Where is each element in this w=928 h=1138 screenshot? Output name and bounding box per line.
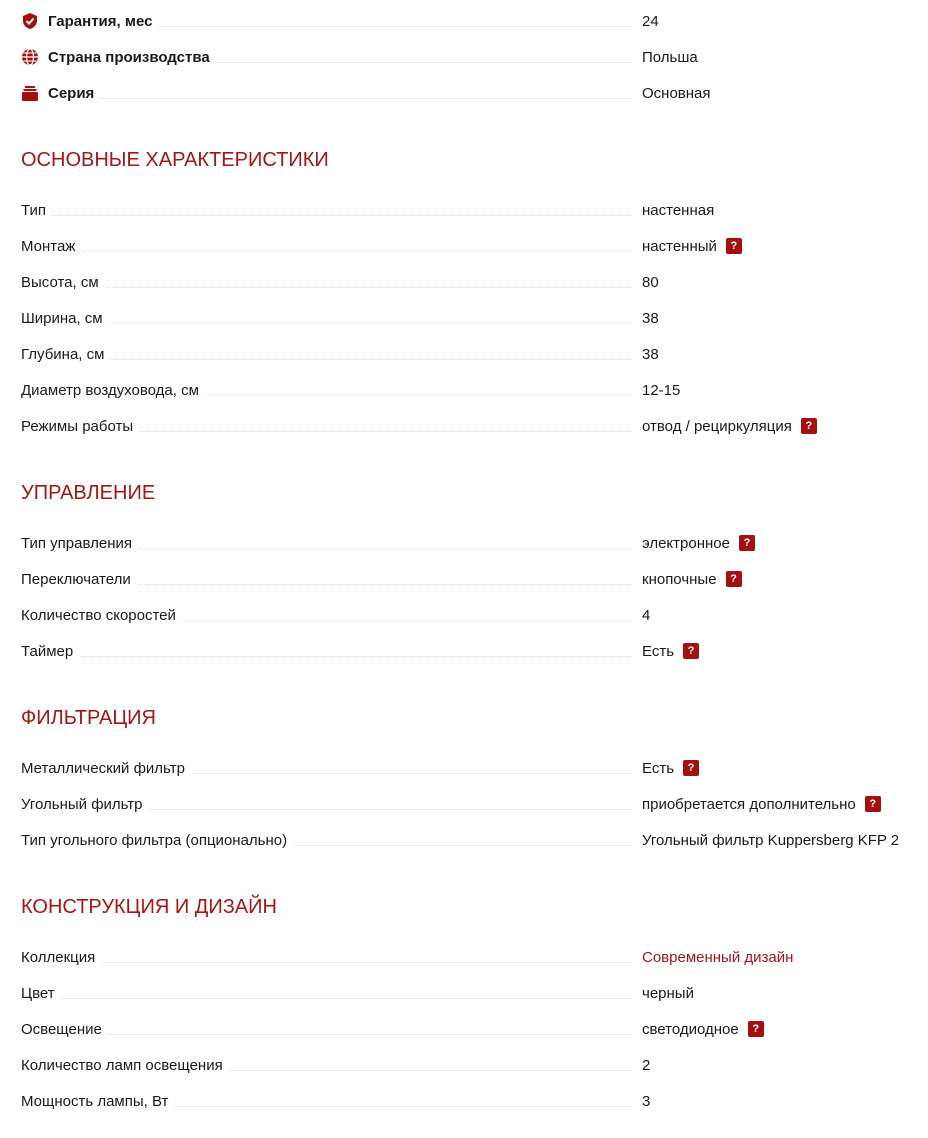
spec-row [21,414,921,438]
spec-label: Серия [21,81,631,105]
spec-row [21,981,921,1005]
spec-row [21,198,921,222]
section-title-main: ОСНОВНЫЕ ХАРАКТЕРИСТИКИ [21,149,329,171]
spec-row [21,270,921,294]
spec-value: настенная [642,201,715,219]
spec-label: Диаметр воздуховода, см [21,382,205,399]
spec-value: настенный [642,237,717,255]
spec-row [21,306,921,330]
spec-row-series [21,81,921,105]
spec-label: Страна производства [21,45,631,69]
spec-value: кнопочные [642,570,717,588]
help-icon[interactable]: ? [739,535,755,551]
spec-row [21,567,921,591]
spec-label: Гарантия, мес [21,9,631,33]
help-icon[interactable]: ? [683,760,699,776]
spec-row [21,945,921,969]
spec-label: Тип угольного фильтра (опционально) [21,832,293,849]
help-icon[interactable]: ? [683,643,699,659]
spec-row [21,828,921,852]
help-icon[interactable]: ? [726,238,742,254]
spec-label: Цвет [21,985,61,1002]
spec-row-country [21,45,921,69]
help-icon[interactable]: ? [801,418,817,434]
spec-row [21,639,921,663]
spec-row [21,1017,921,1041]
spec-label: Металлический фильтр [21,760,191,777]
spec-label: Ширина, см [21,310,109,327]
spec-row-warranty [21,9,921,33]
spec-label: Режимы работы [21,418,139,435]
spec-label: Коллекция [21,949,101,966]
spec-row [21,756,921,780]
spec-label: Тип [21,202,52,219]
spec-value: Основная [642,84,711,102]
spec-value: 38 [642,345,659,363]
spec-label: Монтаж [21,238,81,255]
spec-value: электронное [642,534,730,552]
shield-check-icon [21,12,39,30]
spec-label: Таймер [21,643,79,660]
spec-label: Количество скоростей [21,607,182,624]
spec-label: Высота, см [21,274,105,291]
collection-link[interactable]: Современный дизайн [642,948,794,966]
spec-value: 24 [642,12,659,30]
section-title-filter: ФИЛЬТРАЦИЯ [21,707,156,729]
spec-label: Переключатели [21,571,137,588]
spec-row [21,342,921,366]
spec-value: приобретается дополнительно [642,795,856,813]
spec-value: черный [642,984,694,1002]
help-icon[interactable]: ? [726,571,742,587]
spec-value: отвод / рециркуляция [642,417,792,435]
spec-value: 12-15 [642,381,681,399]
section-title-control: УПРАВЛЕНИЕ [21,482,156,504]
spec-label: Мощность лампы, Вт [21,1093,174,1110]
spec-label: Тип управления [21,535,138,552]
spec-value: 3 [642,1092,651,1110]
spec-row [21,378,921,402]
help-icon[interactable]: ? [748,1021,764,1037]
spec-label: Освещение [21,1021,108,1038]
spec-label: Угольный фильтр [21,796,149,813]
spec-row [21,1053,921,1077]
spec-row [21,531,921,555]
section-title-design: КОНСТРУКЦИЯ И ДИЗАЙН [21,896,277,918]
help-icon[interactable]: ? [865,796,881,812]
spec-value: 4 [642,606,651,624]
globe-icon [21,48,39,66]
spec-value: Есть [642,759,675,777]
spec-row [21,603,921,627]
spec-value: 80 [642,273,659,291]
spec-label: Глубина, см [21,346,110,363]
spec-value: 38 [642,309,659,327]
spec-row [21,234,921,258]
spec-label: Количество ламп освещения [21,1057,229,1074]
series-box-icon [21,84,39,102]
spec-row [21,1089,921,1113]
spec-row [21,792,921,816]
spec-value: светодиодное [642,1020,739,1038]
spec-value: 2 [642,1056,651,1074]
spec-value: Угольный фильтр Kuppersberg KFP 2 [642,831,900,849]
spec-value: Есть [642,642,675,660]
spec-value: Польша [642,48,698,66]
